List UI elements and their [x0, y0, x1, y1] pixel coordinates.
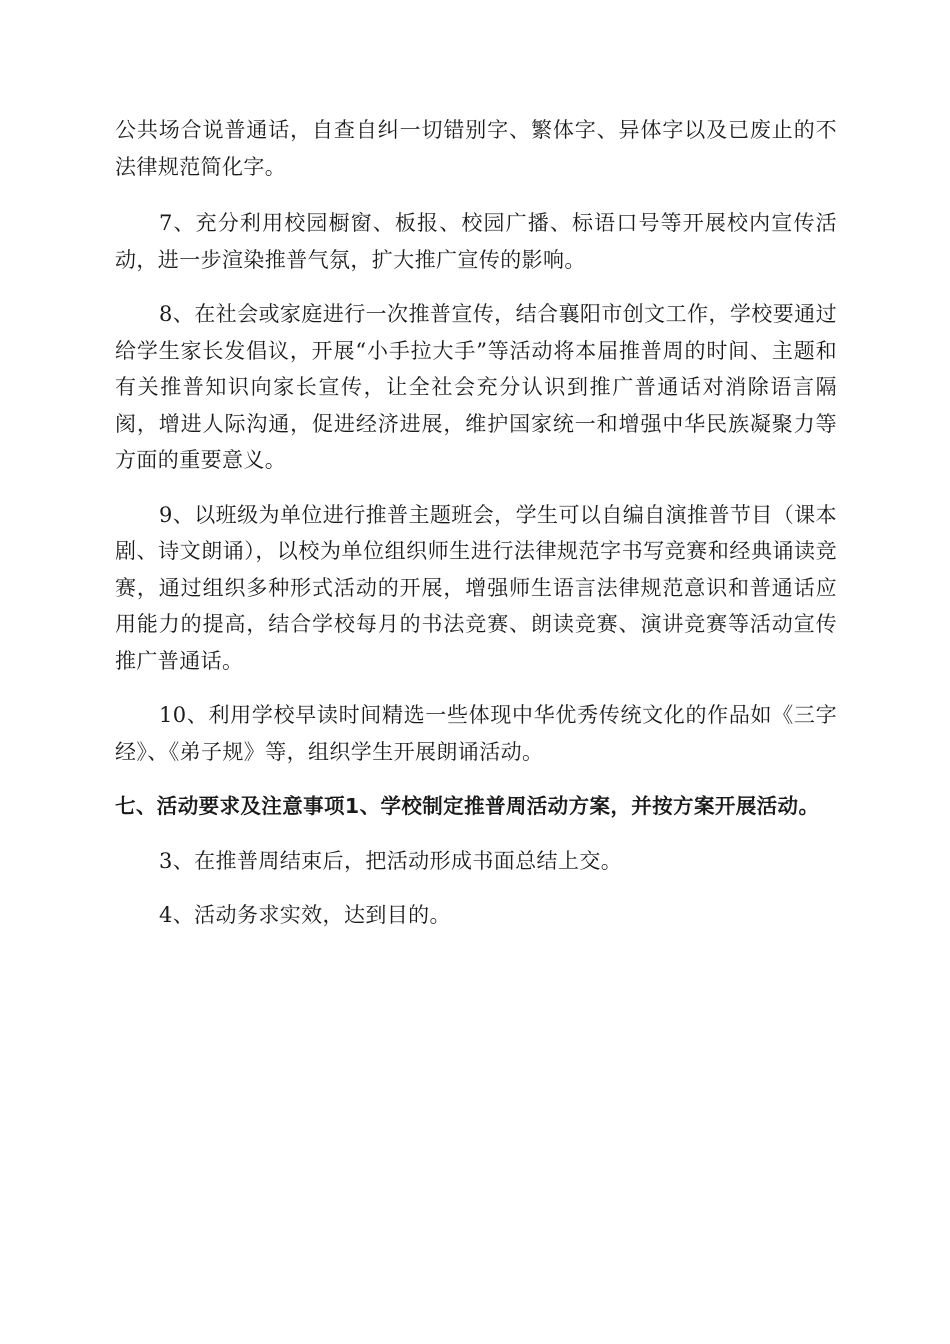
- paragraph-item-10: 10、利用学校早读时间精选一些体现中华优秀传统文化的作品如《三字经》、《弟子规》等，组织学生开展朗诵活动。: [115, 703, 837, 764]
- section-heading-7: 七、活动要求及注意事项1、学校制定推普周活动方案，并按方案开展活动。: [115, 794, 820, 818]
- paragraph-item-9: 9、以班级为单位进行推普主题班会，学生可以自编自演推普节目（课本剧、诗文朗诵），以校为单位组织师生进行法律规范字书写竞赛和经典诵读竞赛，通过组织多种形式活动的开展，增强师生语言法律规范意识和普通话应用能力的提高，结合学校每月的书法竞赛、朗读竞赛、演讲竞赛等活动宣传推广普通话。: [115, 502, 837, 673]
- document-page: [115, 112, 837, 952]
- paragraph-continuation: 公共场合说普通话，自查自纠一切错别字、繁体字、异体字以及已废止的不法律规范简化字。: [115, 118, 837, 179]
- requirement-item-3: 3、在推普周结束后，把活动形成书面总结上交。: [159, 848, 623, 873]
- paragraph-item-7: 7、充分利用校园橱窗、板报、校园广播、标语口号等开展校内宣传活动，进一步渲染推普气氛，扩大推广宣传的影响。: [115, 211, 837, 272]
- requirement-item-4: 4、活动务求实效，达到目的。: [159, 903, 451, 927]
- paragraph-item-8: 8、在社会或家庭进行一次推普宣传，结合襄阳市创文工作，学校要通过给学生家长发倡议，开展“小手拉大手”等活动将本届推普周的时间、主题和有关推普知识向家长宣传，让全社会充分认识到推广普通话对消除语言隔阂，增进人际沟通，促进经济进展，维护国家统一和增强中华民族凝聚力等方面的重要意义。: [115, 302, 837, 472]
